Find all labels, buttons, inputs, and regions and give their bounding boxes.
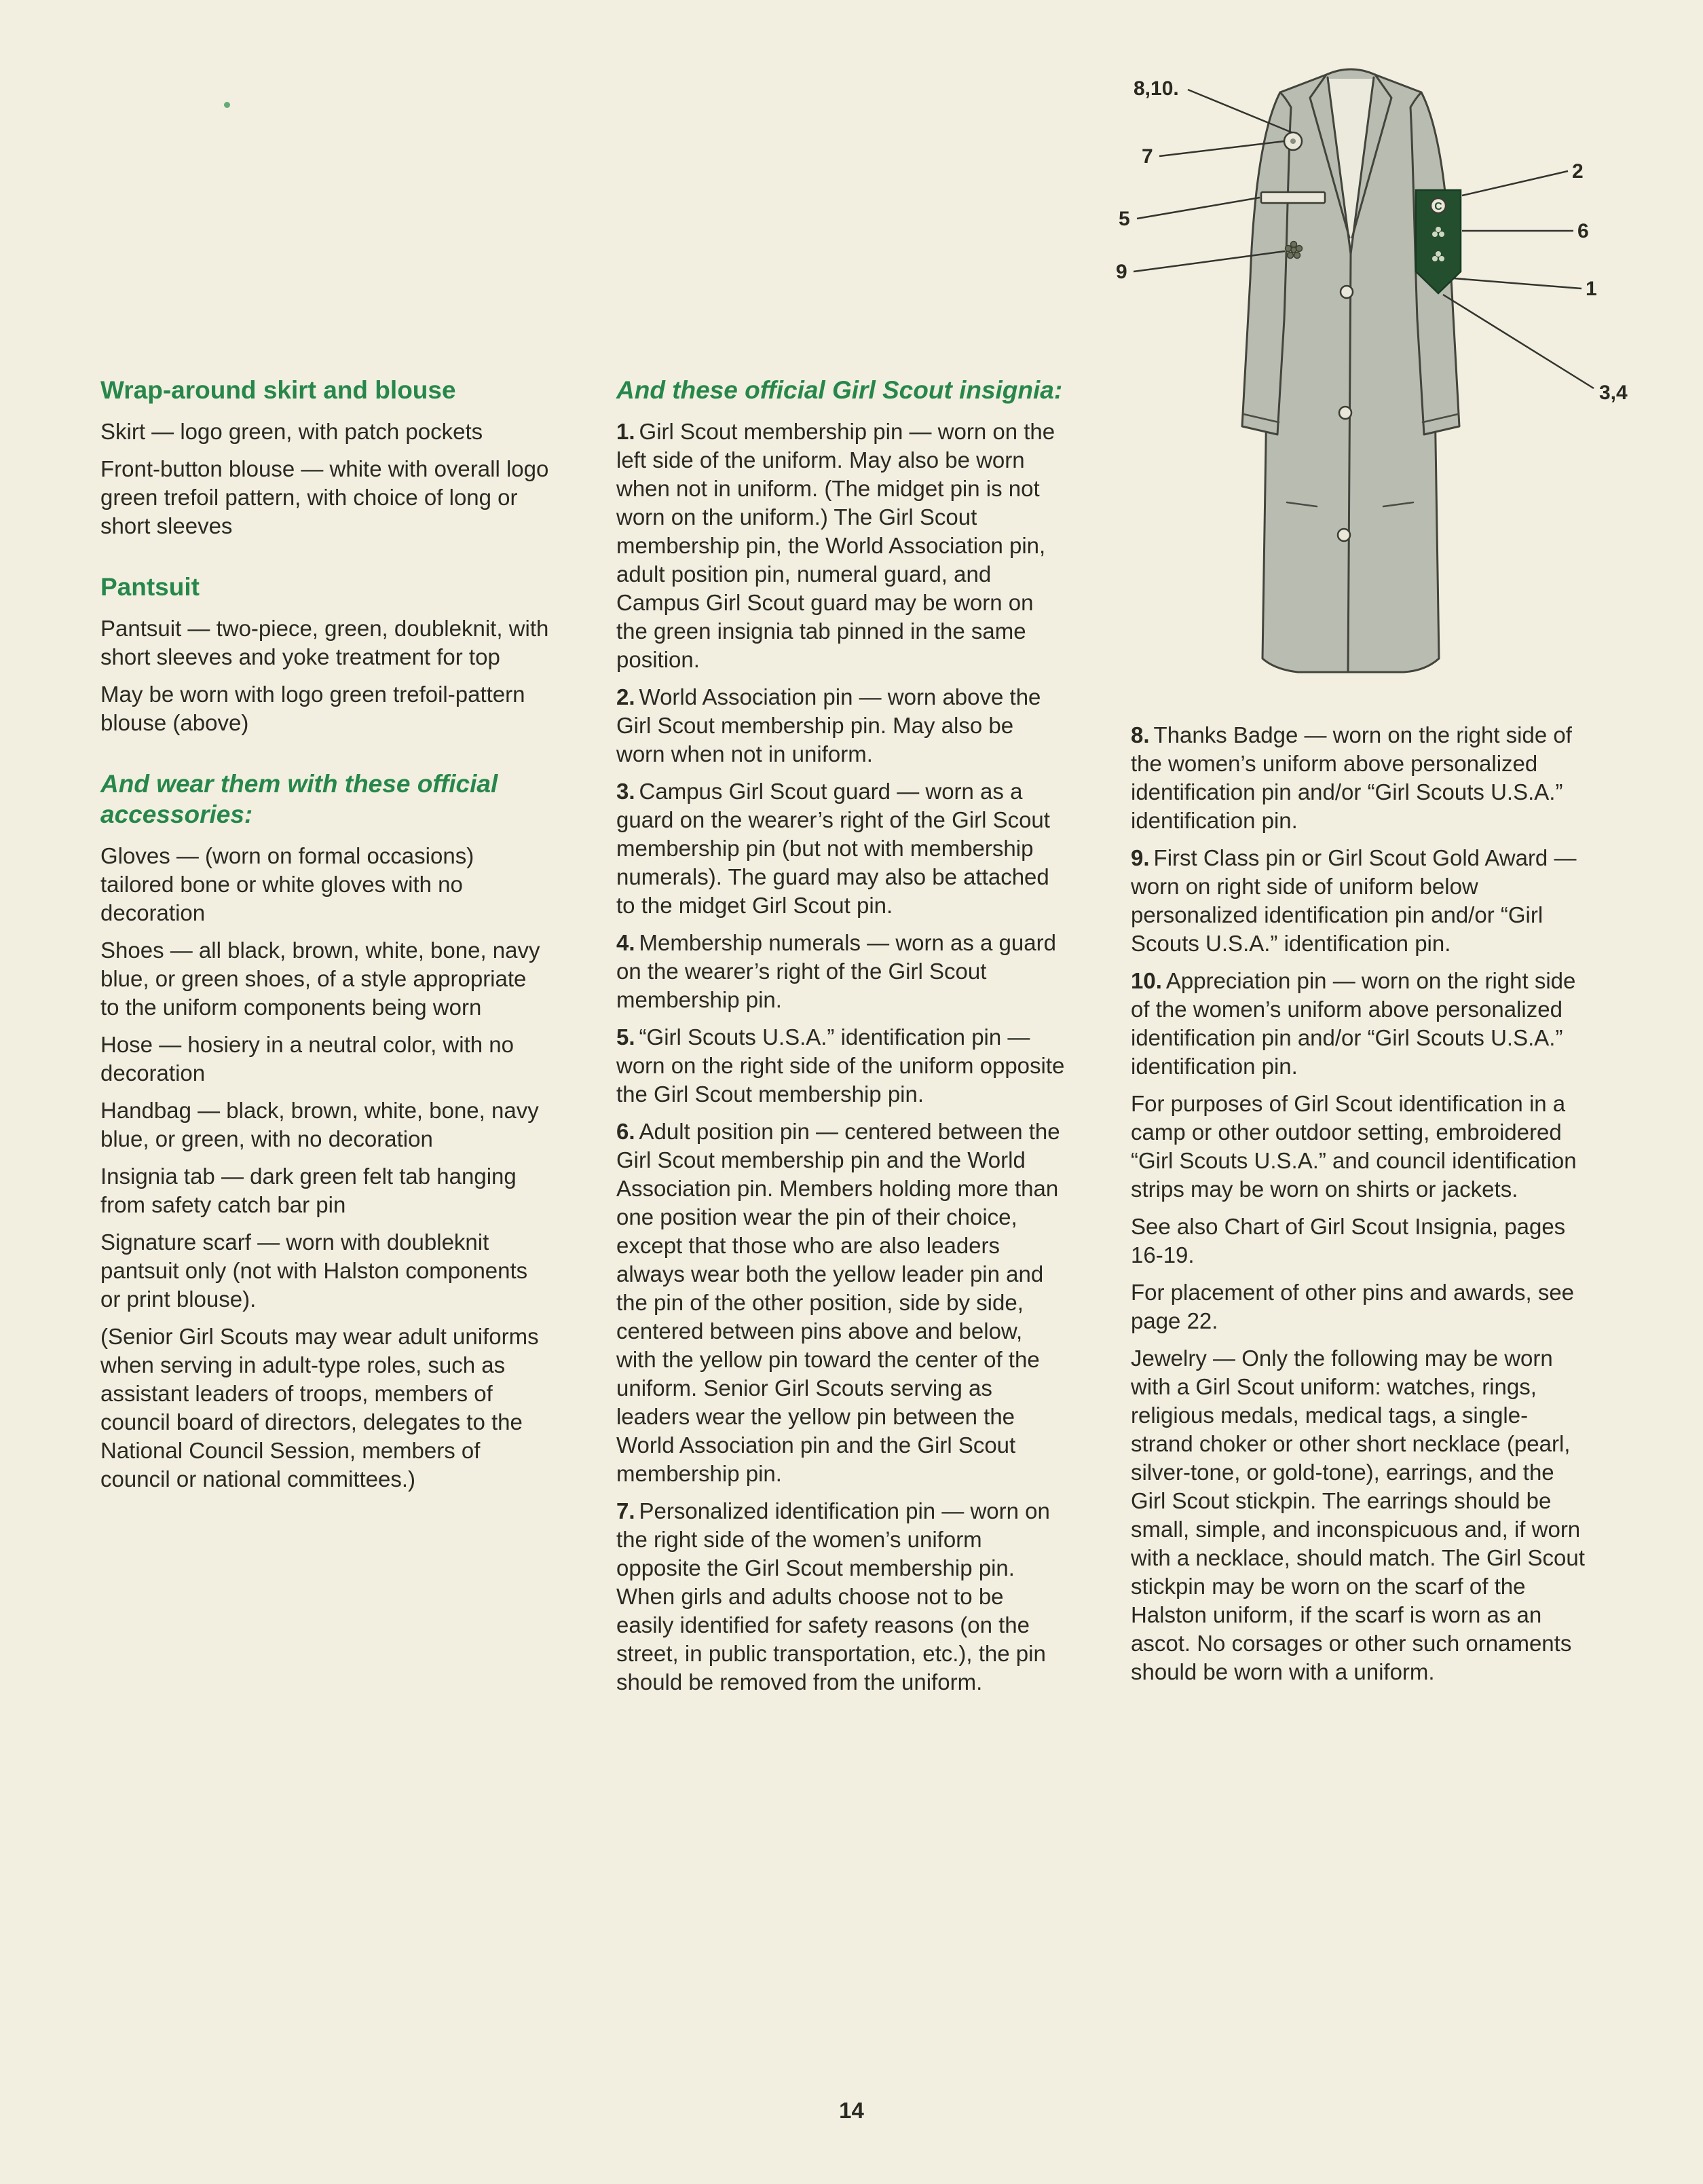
paragraph: Front-button blouse — white with overall logo green trefoil pattern, with choice of long or short sleeves (100, 456, 549, 538)
section-heading: Wrap-around skirt and blouse (100, 376, 456, 404)
callout-label-3-4: 3,4 (1599, 382, 1628, 404)
button-middle (1339, 407, 1351, 419)
gs-usa-id-bar-pin (1261, 192, 1325, 203)
callout-line-3-4 (1443, 295, 1594, 388)
numbered-item: 5. “Girl Scouts U.S.A.” identification pin — worn on the right side of the uniform opposite the Girl Scout membership pin. (616, 1024, 1065, 1107)
paragraph: Shoes — all black, brown, white, bone, navy blue, or green shoes, of a style appropriate to the uniform components being worn (100, 938, 540, 1020)
item-number: 6. (616, 1119, 635, 1144)
item-number: 4. (616, 930, 635, 955)
item-number: 1. (616, 419, 635, 444)
numbered-item: 3. Campus Girl Scout guard — worn as a guard on the wearer’s right of the Girl Scout membership pin (but not with membership numerals). The guard may also be attached to the midget Girl Scout pin. (616, 779, 1050, 918)
column-right (1131, 721, 1587, 1695)
numbered-item: 10. Appreciation pin — worn on the right side of the women’s uniform above personalized identification pin and/or “Girl Scouts U.S.A.” identification pin. (1131, 968, 1576, 1079)
page-number: 14 (839, 2098, 864, 2123)
item-number: 2. (616, 684, 635, 709)
numbered-item: 7. Personalized identification pin — worn on the right side of the women’s uniform opposite the Girl Scout membership pin. When girls and adults choose not to be easily identified for safety reasons (on the street, in public transportation, etc.), the pin should be removed from the uniform. (616, 1498, 1050, 1695)
paragraph: Pantsuit — two-piece, green, doubleknit, with short sleeves and yoke treatment for top (100, 616, 549, 669)
paragraph: Handbag — black, brown, white, bone, navy blue, or green, with no decoration (100, 1098, 539, 1151)
callout-line-5 (1137, 198, 1260, 219)
item-number: 7. (616, 1498, 635, 1523)
callout-label-8-10: 8,10. (1134, 77, 1179, 100)
callout-label-2: 2 (1572, 160, 1584, 183)
callout-label-7: 7 (1142, 145, 1153, 168)
paragraph: For placement of other pins and awards, see page 22. (1131, 1280, 1575, 1333)
column-middle (616, 375, 1067, 1705)
item-number: 9. (1131, 845, 1150, 870)
paragraph: Jewelry — Only the following may be worn with a Girl Scout uniform: watches, rings, religious medals, medical tags, a single-strand choker or other short necklace (pearl, silver-tone, or gold-tone), earrings, and the Girl Scout stickpin. The earrings should be small, simple, and inconspicuous and, if worn with a necklace, should match. The Girl Scout stickpin may be worn on the scarf of the Halston uniform, if the scarf is worn as an ascot. No corsages or other such ornaments should be worn with a uniform. (1131, 1346, 1585, 1684)
item-number: 5. (616, 1024, 635, 1050)
numbered-item: 6. Adult position pin — centered between the Girl Scout membership pin and the World Association pin. Members holding more than one position wear the pin of their choice, except that those who are also leaders always wear both the yellow leader pin and the pin of the other position, side by side, centered between pins above and below, with the yellow pin toward the center of the uniform. Senior Girl Scouts serving as leaders wear the yellow pin between the World Association pin and the Girl Scout membership pin. (616, 1119, 1060, 1486)
item-number: 3. (616, 779, 635, 804)
button-bottom (1338, 529, 1350, 541)
section-heading: Pantsuit (100, 573, 200, 601)
paragraph: Gloves — (worn on formal occasions) tailored bone or white gloves with no decoration (100, 843, 474, 925)
world-association-pin-emblem: C (1434, 201, 1442, 212)
numbered-item: 4. Membership numerals — worn as a guard on the wearer’s right of the Girl Scout membership pin. (616, 930, 1056, 1012)
uniform-jacket-illustration (1086, 27, 1649, 720)
section-heading: And wear them with these official accessories: (100, 770, 498, 828)
button-top (1341, 286, 1353, 298)
numbered-item: 1. Girl Scout membership pin — worn on the left side of the uniform. May also be worn when not in uniform. (The midget pin is not worn on the uniform.) The Girl Scout membership pin, the World Association pin, adult position pin, numeral guard, and Campus Girl Scout guard may be worn on the green insignia tab pinned in the same position. (616, 419, 1055, 672)
numbered-item: 8. Thanks Badge — worn on the right side of the women’s uniform above personalized identification pin and/or “Girl Scouts U.S.A.” identification pin. (1131, 722, 1572, 833)
callout-label-1: 1 (1586, 278, 1597, 300)
paragraph: Skirt — logo green, with patch pockets (100, 419, 483, 444)
paragraph: Insignia tab — dark green felt tab hanging from safety catch bar pin (100, 1164, 517, 1217)
paragraph: May be worn with logo green trefoil-pattern blouse (above) (100, 682, 525, 735)
item-number: 10. (1131, 968, 1162, 993)
numbered-item: 9. First Class pin or Girl Scout Gold Award — worn on right side of uniform below personalized identification pin and/or “Girl Scouts U.S.A.” identification pin. (1131, 845, 1577, 956)
paragraph: See also Chart of Girl Scout Insignia, pages 16-19. (1131, 1214, 1566, 1267)
jacket-svg (1086, 27, 1649, 720)
callout-label-6: 6 (1577, 220, 1589, 242)
paragraph: Signature scarf — worn with doubleknit pantsuit only (not with Halston components or print blouse). (100, 1229, 528, 1312)
callout-label-9: 9 (1116, 261, 1127, 283)
paragraph: For purposes of Girl Scout identification in a camp or other outdoor setting, embroidered “Girl Scouts U.S.A.” and council identification strips may be worn on shirts or jackets. (1131, 1091, 1577, 1202)
paragraph: Hose — hosiery in a neutral color, with no decoration (100, 1032, 514, 1086)
green-fleck (224, 102, 230, 108)
column-left (100, 375, 551, 1502)
callout-line-1 (1454, 278, 1582, 289)
callout-label-5: 5 (1119, 208, 1130, 230)
callout-line-2 (1462, 171, 1568, 196)
item-number: 8. (1131, 722, 1150, 747)
insignia-heading: And these official Girl Scout insignia: (616, 376, 1063, 404)
personalized-id-pin-center (1290, 138, 1296, 144)
numbered-item: 2. World Association pin — worn above the Girl Scout membership pin. May also be worn when not in uniform. (616, 684, 1041, 766)
paragraph: (Senior Girl Scouts may wear adult uniforms when serving in adult-type roles, such as assistant leaders of troops, members of council board of directors, delegates to the National Council Session, members of council or national committees.) (100, 1324, 539, 1492)
